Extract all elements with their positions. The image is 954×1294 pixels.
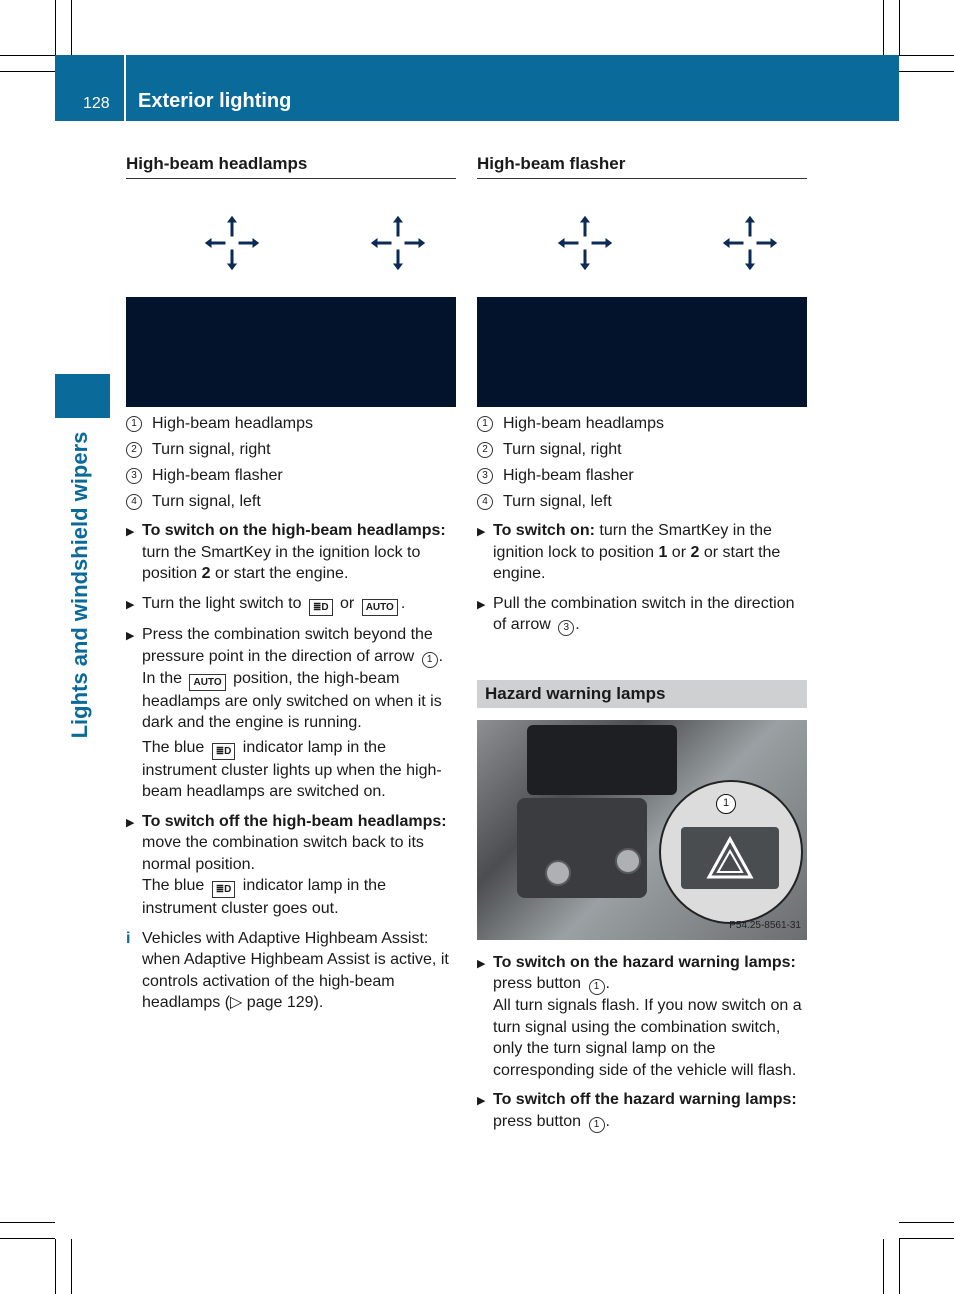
crop-mark [71,1239,72,1294]
crop-mark [899,1238,954,1239]
dashboard-knob [615,848,641,874]
left-column [126,150,456,1014]
image-code: P54.25-8561-31 [729,920,801,931]
step-note: position, the high-beam headlamps are only switched on when it is dark and the engine is running. [142,669,442,731]
legend-text: High-beam headlamps [503,414,664,432]
callout-number: 1 [126,416,142,432]
legend-text: Turn signal, left [152,492,261,510]
crop-mark [55,1239,56,1294]
ignition-position: 1 [658,543,668,561]
info-icon: i [126,929,131,947]
step-arrow-icon: ▶ [126,526,135,538]
step-arrow-icon: ▶ [477,957,486,970]
instruction-step: ▶ To switch on the hazard warning lamps: press button 1 . All turn signals flash. If you now switch on a turn signal using the combination switch, only the turn signal lamp on the corresponding side of the vehicle will flash. [477,952,807,1082]
ignition-position: 2 [201,565,211,582]
step-note: indicator lamp in the instrument cluster lights up when the high-beam headlamps are switched on. [142,738,442,800]
callout-number: 1 [477,416,493,432]
step-text: Pull the combination switch in the direction of arrow [493,594,795,633]
chapter-tab [55,374,110,418]
auto-light-icon: AUTO [189,674,225,691]
step-text: turn the SmartKey in the ignition lock to position [493,522,772,561]
callout-number: 4 [477,494,493,510]
callout-number: 3 [126,468,142,484]
crop-mark [883,1239,884,1294]
callout-number: 3 [558,620,574,636]
auto-light-icon: AUTO [362,599,398,616]
step-note: All turn signals flash. If you now switch on a turn signal using the combination switch, only the turn signal lamp on the corresponding side of the vehicle will flash. [493,997,802,1079]
crop-mark [0,1238,55,1239]
legend-text: High-beam headlamps [152,414,313,432]
page-number: 128 [83,95,110,112]
crop-mark [899,0,900,55]
crop-mark [899,1222,954,1223]
arrow-illustration-row [126,179,456,297]
step-arrow-icon: ▶ [126,630,135,642]
crop-mark [899,1239,900,1294]
hazard-button [681,827,779,889]
hazard-photo [477,720,807,940]
step-text: Turn the light switch to [142,594,302,612]
callout-number: 1 [422,652,438,668]
legend-item [477,465,807,487]
arrow-illustration-row [477,179,807,297]
crop-mark [55,0,56,55]
ignition-position: 2 [690,543,700,561]
switch-illustration [477,297,807,407]
instruction-step [126,520,456,585]
step-text: press button [493,975,582,992]
legend-text: High-beam flasher [503,466,634,484]
callout-number: 1 [589,979,605,995]
step-text: turn the SmartKey in the ignition lock to position [142,543,421,582]
info-note [126,928,456,1014]
legend-item [126,465,456,487]
callout-number: 2 [126,442,142,458]
step-text: or start the engine. [214,565,349,582]
instruction-step: ▶ Press the combination switch beyond the pressure point in the direction of arrow 1 . In the AUTO position, the high-beam headlamps are only switched on when it is dark and the engine is running. The blue ≣D indicator lamp in the instrument cluster lights up when the high-beam headlamps are switched on. [126,624,456,803]
info-text: Vehicles with Adaptive Highbeam Assist: when Adaptive Highbeam Assist is active, it controls activation of the high-beam headlamps (▷ page 129). [142,929,449,1011]
legend-text: Turn signal, right [503,440,622,458]
callout-number: 2 [477,442,493,458]
step-arrow-icon: ▶ [126,598,135,611]
arrow-cross-icon [368,213,428,273]
dashboard-knob [545,860,571,886]
crop-mark [883,0,884,55]
zoom-detail [659,780,803,924]
legend-text: Turn signal, right [152,440,271,458]
instruction-step: ▶ To switch off the hazard warning lamps: press button 1 . [477,1089,807,1133]
arrow-cross-icon [202,213,262,273]
high-beam-icon: ≣D [212,881,236,898]
step-heading: To switch off the high-beam headlamps: [142,812,447,830]
callout-number: 4 [126,494,142,510]
chapter-label: Lights and windshield wipers [67,431,92,739]
callout-number: 1 [716,794,736,814]
step-text: press button [493,1112,582,1130]
step-text: or [340,594,355,612]
left-subheading: High-beam headlamps [126,153,456,179]
arrow-cross-icon [555,213,615,273]
dashboard-screen [527,725,677,795]
step-text: Press the combination switch beyond the pressure point in the direction of arrow [142,626,433,665]
step-text: or [671,543,687,561]
step-text: move the combination switch back to its normal position. [142,834,424,873]
step-heading: To switch on the high-beam headlamps: [142,522,446,539]
high-beam-icon: ≣D [212,743,236,760]
step-arrow-icon: ▶ [477,1095,486,1107]
instruction-step: ▶ Pull the combination switch in the direction of arrow 3 . [477,593,807,637]
right-subheading: High-beam flasher [477,153,807,179]
step-note: indicator lamp in the instrument cluster goes out. [142,877,386,917]
legend-item [126,491,456,513]
right-column [477,150,807,1133]
section-title: Exterior lighting [138,90,292,112]
step-arrow-icon: ▶ [126,816,135,829]
legend-item [477,491,807,513]
legend-item [477,439,807,461]
legend-item [477,413,807,435]
legend-text: High-beam flasher [152,466,283,484]
arrow-cross-icon [720,213,780,273]
header-divider [124,55,126,121]
legend-list [477,413,807,513]
step-arrow-icon: ▶ [477,526,486,538]
crop-mark [71,0,72,55]
hazard-section-heading: Hazard warning lamps [477,680,807,708]
legend-list [126,413,456,513]
step-note: In the [142,669,183,687]
switch-illustration [126,297,456,407]
legend-item [126,439,456,461]
crop-mark [0,55,55,56]
crop-mark [899,71,954,72]
step-arrow-icon: ▶ [477,598,486,611]
legend-text: Turn signal, left [503,492,612,510]
step-heading: To switch off the hazard warning lamps: [493,1091,797,1108]
callout-number: 1 [589,1117,605,1133]
instruction-step [126,811,456,920]
instruction-step: ▶ Turn the light switch to ≣D or AUTO . [126,593,456,617]
crop-mark [0,71,55,72]
step-note: The blue [142,738,205,756]
step-text: or start the engine. [493,543,781,582]
hazard-triangle-icon [681,827,779,889]
legend-item [126,413,456,435]
callout-number: 3 [477,468,493,484]
instruction-step [477,520,807,585]
step-heading: To switch on: [493,522,595,539]
crop-mark [899,55,954,56]
step-heading: To switch on the hazard warning lamps: [493,953,796,971]
high-beam-icon: ≣D [309,599,333,616]
crop-mark [0,1222,55,1223]
step-note: The blue [142,877,205,894]
